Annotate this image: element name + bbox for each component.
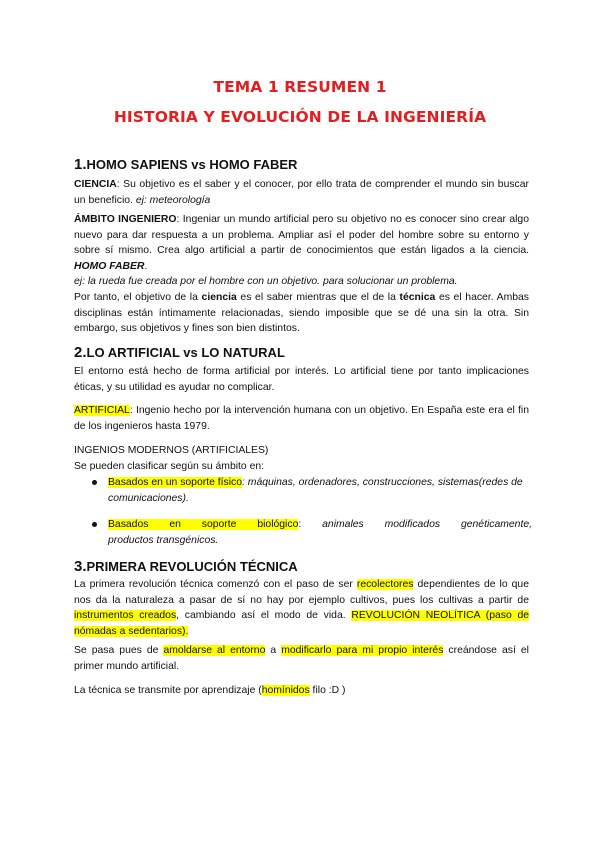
- rev-text-c: , cambiando así el modo de vida.: [176, 610, 352, 621]
- ciencia-text: : Su objetivo es el saber y el conocer, por ello trata de comprender el mundo sin buscar un beneficio.: [74, 179, 529, 206]
- rev-text-a: La primera revolución técnica comenzó con el paso de ser: [74, 579, 357, 590]
- bullet-2-text-line2: productos transgénicos.: [108, 534, 219, 546]
- ambito-text: : Ingeniar un mundo artificial pero su objetivo no es conocer sino crear algo nuevo para dar respuesta a un problema. Ampliar así el poder del hombre sobre su entorno y sobre sí mismo. Crea algo artificial a partir de conocimientos que están ligados a la ciencia.: [74, 214, 529, 256]
- bullet-dot: [92, 480, 97, 485]
- bullet-2-colon: :: [298, 519, 302, 530]
- revolucion-paragraph: [74, 577, 529, 639]
- ambito-example: ej: la rueda fue creada por el hombre con un objetivo. para solucionar un problema.: [74, 276, 458, 287]
- ciencia-example: ej: meteorología: [135, 194, 211, 206]
- entorno-paragraph: El entorno está hecho de forma artificial por interés. Lo artificial tiene por tanto implicaciones éticas, y su utilidad es ayudar no complicar.: [74, 366, 529, 393]
- rev-instrumentos: instrumentos creados: [74, 610, 177, 621]
- tt-text-b: filo :D ): [309, 685, 346, 696]
- homo-faber-term: HOMO FABER: [74, 260, 145, 272]
- am-amoldarse: amoldarse al entorno: [163, 645, 266, 656]
- artificial-paragraph: [74, 403, 529, 434]
- rev-recolectores: recolectores: [356, 579, 414, 590]
- tecnica-transmite-paragraph: [74, 683, 529, 699]
- bullet-2-text: animales modificados genéticamente,: [322, 519, 533, 530]
- p3-tecnica: técnica: [399, 292, 436, 303]
- ambito-end: .: [144, 260, 148, 272]
- section-3-heading: [74, 558, 298, 575]
- am-modificarlo: modificarlo para mi propio interés: [281, 645, 444, 656]
- bullet-1-highlight: Basados en un soporte físico: [108, 477, 243, 488]
- section-2-title: LO ARTIFICIAL vs LO NATURAL: [86, 345, 285, 360]
- am-text-c: creándose así el primer mundo artificial.: [74, 645, 529, 672]
- section-3-title: PRIMERA REVOLUCIÓN TÉCNICA: [86, 559, 298, 574]
- bullet-1-text: : máquinas, ordenadores, construcciones, sistemas(redes de comunicaciones).: [108, 477, 523, 504]
- artificial-label: ARTIFICIAL: [74, 405, 130, 416]
- section-3-number: 3.: [74, 558, 87, 575]
- p3-text-c: es el hacer. Ambas disciplinas están íntimamente relacionadas, siendo imposible que se dé una sin la otra. Sin embargo, sus objetivos y fines son bien distintos.: [74, 292, 529, 334]
- artificial-text: : Ingenio hecho por la intervención humana con un objetivo. En España este era el fin de los ingenieros hasta 1979.: [74, 405, 529, 432]
- section-1-heading: [74, 156, 297, 173]
- bullet-2-highlight: Basados en soporte biológico: [108, 519, 299, 530]
- ingenios-subtext: Se pueden clasificar según su ámbito en:: [74, 460, 265, 472]
- p3-ciencia: ciencia: [201, 292, 237, 303]
- ambito-paragraph: [74, 212, 529, 290]
- document-title: TEMA 1 RESUMEN 1: [213, 78, 387, 96]
- bullet-dot: [92, 522, 97, 527]
- p3-text-b: es el saber mientras que el de la: [236, 292, 400, 303]
- tt-text-a: La técnica se transmite por aprendizaje (: [74, 685, 262, 696]
- ciencia-paragraph: [74, 177, 529, 208]
- ciencia-tecnica-paragraph: [74, 290, 529, 337]
- section-1-title: HOMO SAPIENS vs HOMO FABER: [86, 157, 298, 172]
- ingenios-heading: INGENIOS MODERNOS (ARTIFICIALES): [74, 445, 269, 456]
- am-text-a: Se pasa pues de: [74, 645, 164, 656]
- ambito-label: ÁMBITO INGENIERO: [74, 214, 177, 225]
- rev-text-b: dependientes de lo que nos da la naturaleza a pasar de sí no hay por ejemplo cultivos, pues los cultivas a partir de: [74, 579, 529, 606]
- section-1-number: 1.: [74, 156, 87, 173]
- rev-neolitica: REVOLUCIÓN NEOLÍTICA (paso de nómadas a sedentarios).: [74, 610, 529, 637]
- am-text-b: a: [265, 645, 282, 656]
- section-2-number: 2.: [74, 344, 87, 361]
- document-subtitle: HISTORIA Y EVOLUCIÓN DE LA INGENIERÍA: [113, 108, 487, 126]
- tt-hominidos: homínidos: [261, 685, 310, 696]
- ingenios-block: [74, 443, 529, 474]
- p3-text-a: Por tanto, el objetivo de la: [74, 292, 202, 303]
- section-2-heading: [74, 344, 285, 361]
- ciencia-label: CIENCIA: [74, 179, 117, 190]
- amoldarse-paragraph: [74, 643, 529, 674]
